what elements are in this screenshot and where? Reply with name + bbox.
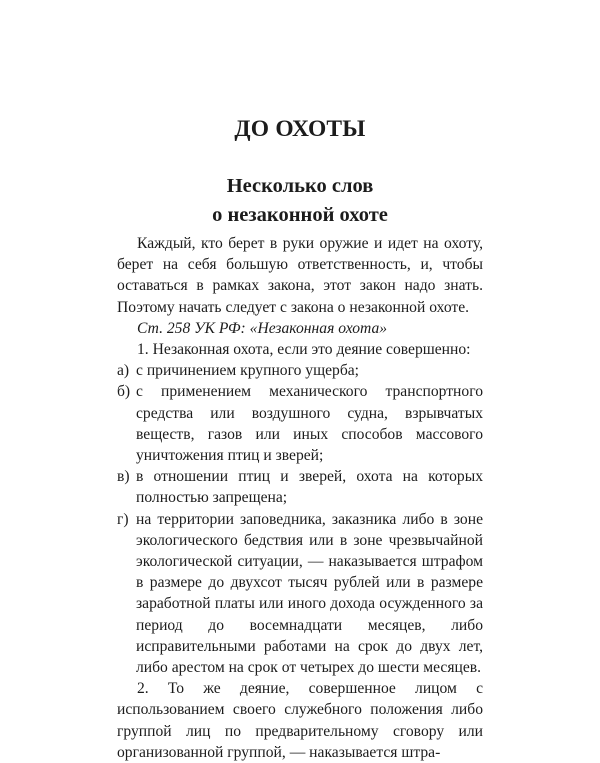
list-item-v: [117, 466, 483, 508]
list-item-text: в отношении птиц и зверей, охота на которых полностью запрещена;: [136, 468, 483, 507]
section-title: [117, 172, 483, 230]
part-1-intro: 1. Незаконная охота, если это деяние совершенно:: [137, 341, 471, 359]
chapter-title: ДО ОХОТЫ: [234, 116, 366, 142]
list-item-b: [117, 381, 483, 466]
list-item-a: [117, 360, 483, 381]
section-title-line-1: Несколько слов: [226, 175, 374, 197]
list-item-text: с причинением крупного ущерба;: [136, 362, 360, 380]
list-marker: а): [117, 362, 130, 380]
law-reference: Ст. 258 УК РФ: «Незаконная охота»: [137, 319, 388, 337]
list-item-text: с применением механического транспортного средства или воздушного судна, взрывчатых веществ, газов или иных способов массового уничтожения птиц и зверей;: [136, 383, 483, 465]
list-marker: г): [117, 510, 129, 528]
part-2-paragraph: 2. То же деяние, совершенное лицом с использованием своего служебного положения либо группой лиц по предварительному сговору или организованной группой, — наказывается штра-: [117, 680, 483, 761]
intro-paragraph: Каждый, кто берет в руки оружие и идет на охоту, берет на себя большую ответственность, и, чтобы оставаться в рамках закона, этот закон надо знать. Поэтому начать следует с закона о незаконной охоте.: [117, 235, 483, 316]
list-marker: в): [117, 468, 130, 486]
body-text: [117, 233, 483, 763]
list-marker: б): [117, 383, 131, 401]
list-item-text: на территории заповедника, заказника либо в зоне экологического бедствия или в зоне чрезвычайной экологической ситуации, — наказывается штрафом в размере до двухсот тысяч рублей или в размере заработной платы или иного дохода осужденного за период до восемнадцати месяцев, либо исправительными работами на срок до двух лет, либо арестом на срок от четырех до шести месяцев.: [136, 510, 483, 677]
section-title-line-2: о незаконной охоте: [212, 204, 388, 226]
list-item-g: [117, 509, 483, 679]
